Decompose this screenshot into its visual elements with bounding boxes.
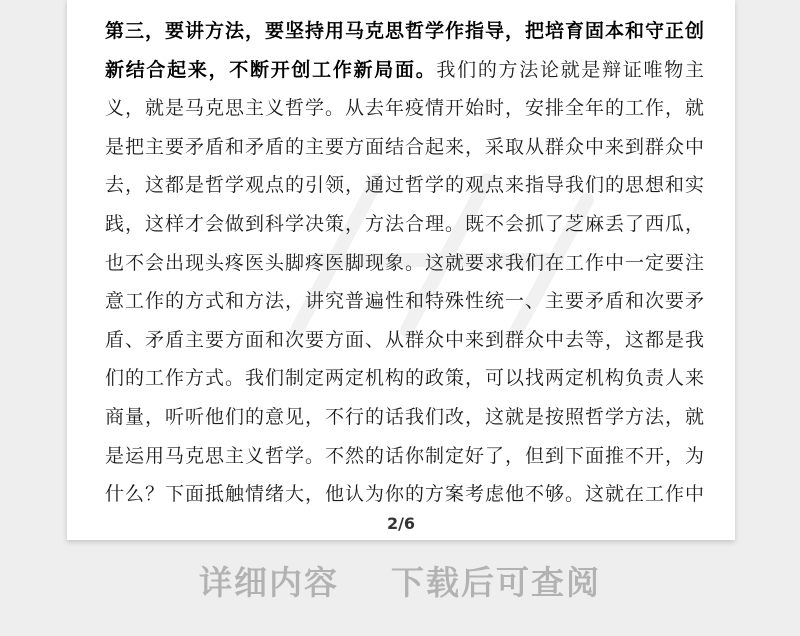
paragraph-body-text: 我们的方法论就是辩证唯物主义，就是马克思主义哲学。从去年疫情开始时，安排全年的工作，就是把主要矛盾和矛盾的主要方面结合起来，采取从群众中来到群众中去，这都是哲学观点的引领，通过哲学的观点来指导我们的思想和实践，这样才会做到科学决策，方法合理。既不会抓了芝麻丢了西瓜，也不会出现头疼医头脚疼医脚现象。这就要求我们在工作中一定要注意工作的方式和方法，讲究普遍性和特殊性统一、主要矛盾和次要矛盾、矛盾主要方面和次要方面、从群众中来到群众中去等，这都是我们的工作方式。我们制定两定机构的政策，可以找两定机构负责人来商量，听听他们的意见，不行的话我们改，这就是按照哲学方法，就是运用马克思主义哲学。不然的话你制定好了，但到下面推不开，为什么？下面抵触情绪大，他认为你的方案考虑他不够。这就在工作中 [105, 58, 706, 506]
page-number: 2/6 [386, 514, 416, 533]
document-paragraph [105, 12, 705, 514]
download-to-view-button[interactable]: 下载后可查阅 [391, 563, 601, 602]
paragraph-lead-sentence: 第三，要讲方法，要坚持用马克思哲学作指导，把培育固本和守正创新结合起来，不断开创工作新局面。 [105, 20, 706, 81]
document-page [67, 0, 735, 540]
details-button[interactable]: 详细内容 [199, 563, 339, 602]
action-bar [0, 558, 800, 608]
